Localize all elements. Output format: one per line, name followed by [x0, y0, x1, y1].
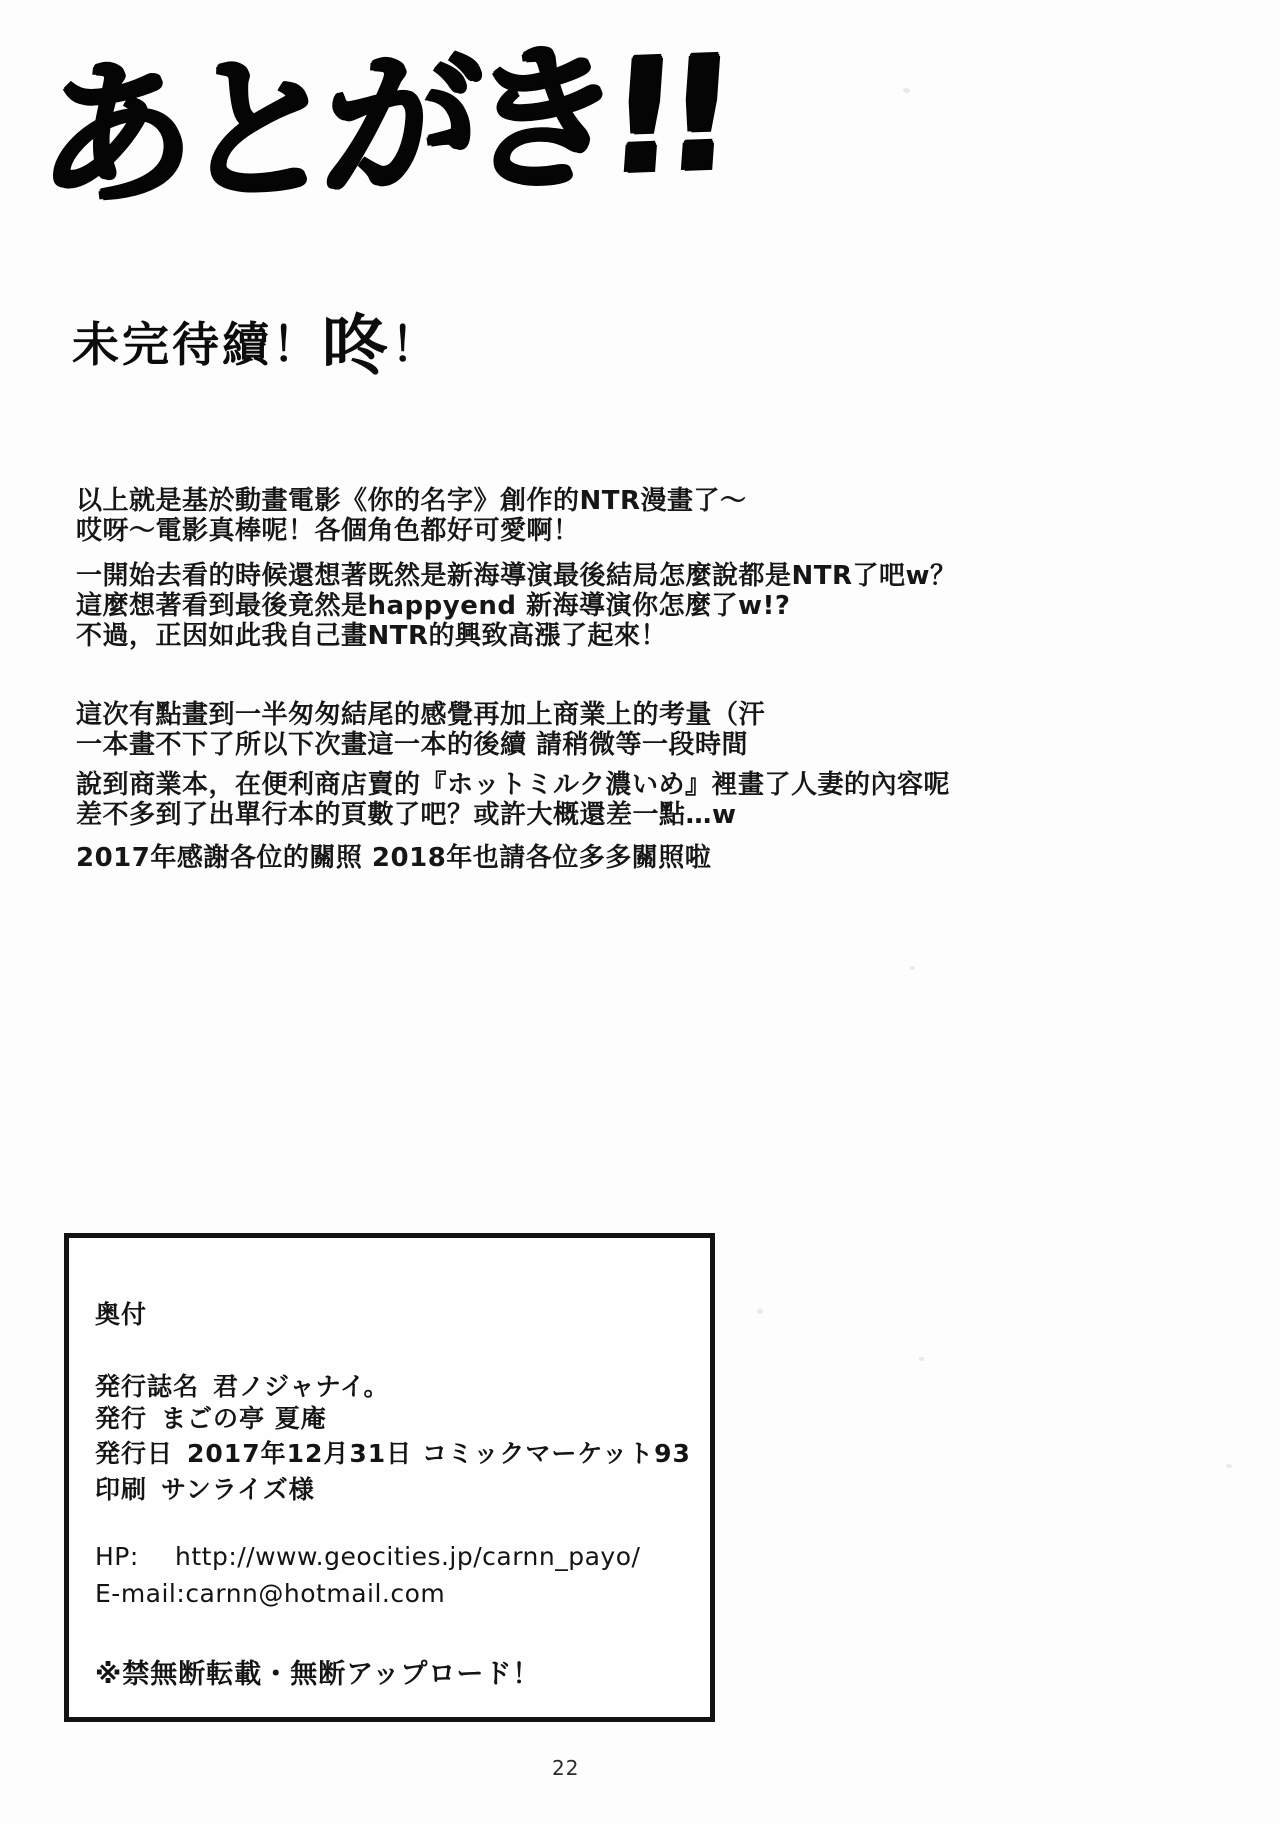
row-label: 発行 [95, 1404, 148, 1433]
contact-label: E-mail: [95, 1579, 186, 1608]
text-line: 一本畫不下了所以下次畫這一本的後續 請稍微等一段時間 [76, 730, 749, 760]
row-label: 発行誌名 [95, 1372, 200, 1401]
paragraph-sequel-note [76, 700, 765, 760]
text-line: 哎呀～電影真棒呢！各個角色都好可愛啊！ [76, 516, 580, 546]
headline-emphasis: 咚 [322, 307, 391, 384]
page-number: 22 [552, 1756, 580, 1780]
colophon-box [64, 1233, 715, 1722]
colophon-homepage [95, 1542, 640, 1571]
text-line: 2017年感謝各位的關照 2018年也請各位多多關照啦 [76, 843, 712, 873]
row-value: サンライズ様 [161, 1475, 315, 1504]
colophon-row-publisher [95, 1399, 327, 1435]
row-value: 2017年12月31日 コミックマーケット93 [187, 1439, 691, 1468]
colophon-heading: 奥付 [95, 1300, 148, 1329]
row-label: 印刷 [95, 1475, 148, 1504]
text-line: 以上就是基於動畫電影《你的名字》創作的NTR漫畫了～ [76, 486, 747, 516]
text-line: 不過，正因如此我自己畫NTR的興致高漲了起來！ [76, 621, 668, 651]
text-line: 差不多到了出單行本的頁數了吧？或許大概還差一點…w [76, 800, 737, 830]
scan-speck [757, 1309, 763, 1314]
row-value: まごの亭 夏庵 [161, 1404, 327, 1433]
colophon-email [95, 1579, 445, 1608]
colophon-row-printer [95, 1470, 315, 1506]
homepage-url: http://www.geocities.jp/carnn_payo/ [175, 1542, 641, 1571]
headline [72, 292, 441, 387]
paragraph-movie-impression [76, 561, 957, 651]
paragraph-greeting [76, 843, 711, 873]
text-line: 一開始去看的時候還想著既然是新海導演最後結局怎麼說都是NTR了吧w？ [76, 561, 957, 591]
contact-label: HP: [95, 1542, 139, 1571]
scan-speck [910, 966, 915, 970]
paragraph-intro [76, 486, 747, 546]
text-line: 這麼想著看到最後竟然是happyend 新海導演你怎麼了w!? [76, 591, 791, 621]
headline-text: 未完待續！ [72, 318, 322, 373]
scan-speck [919, 1357, 924, 1361]
headline-exclamation: ！ [391, 318, 441, 373]
colophon-row-publication-name [95, 1367, 390, 1403]
email-address: carnn@hotmail.com [185, 1579, 446, 1608]
scan-speck [1226, 1464, 1232, 1468]
row-value: 君ノジャナイ。 [213, 1372, 390, 1401]
scan-speck [903, 88, 910, 93]
text-line: 這次有點畫到一半匆匆結尾的感覺再加上商業上的考量（汗 [76, 700, 766, 730]
paragraph-commercial-note [76, 770, 950, 830]
text-line: 說到商業本，在便利商店賣的『ホットミルク濃いめ』裡畫了人妻的內容呢 [76, 770, 950, 800]
colophon-row-publish-date [95, 1434, 691, 1470]
row-label: 発行日 [95, 1439, 174, 1468]
brush-afterword-title: あとがき!! [32, 21, 728, 228]
colophon-no-repost-notice: ※禁無断転載・無断アップロード！ [95, 1659, 541, 1690]
